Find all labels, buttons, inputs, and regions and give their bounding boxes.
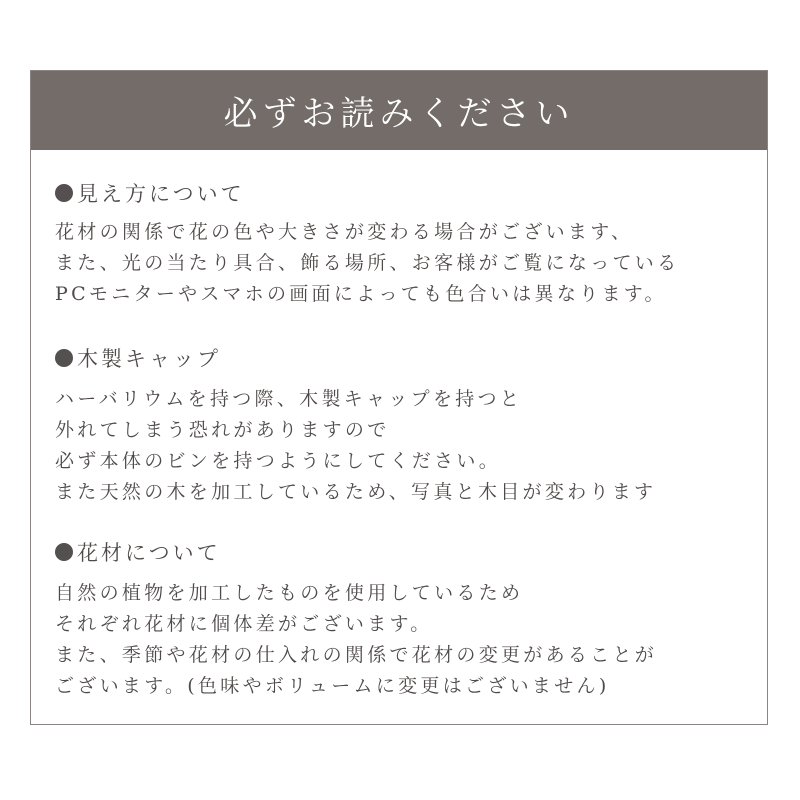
bullet-icon	[55, 543, 73, 561]
section-heading	[55, 537, 755, 567]
body-line: PCモニターやスマホの画面によっても色合いは異なります。	[55, 283, 667, 305]
section-heading	[55, 178, 755, 208]
section-body	[55, 217, 755, 310]
notice-card	[30, 70, 768, 725]
notice-title: 必ずお読みください	[223, 94, 575, 134]
section-wooden-cap	[55, 343, 755, 508]
body-line: 外れてしまう恐れがありますので	[55, 419, 390, 441]
body-line: ハーバリウムを持つ際、木製キャップを持つと	[55, 388, 523, 410]
bullet-icon	[55, 349, 73, 367]
section-heading	[55, 343, 755, 373]
section-body	[55, 578, 755, 702]
body-line: 必ず本体のビンを持つようにしてください。	[55, 450, 502, 472]
body-line: また、季節や花材の仕入れの関係で花材の変更があることが	[55, 644, 658, 666]
section-heading-text: 木製キャップ	[77, 347, 221, 371]
body-line: また、光の当たり具合、飾る場所、お客様がご覧になっている	[55, 252, 680, 274]
body-line: ございます。(色味やボリュームに変更はございません)	[55, 675, 610, 697]
bullet-icon	[55, 184, 73, 202]
section-heading-text: 花材について	[77, 541, 221, 565]
section-heading-text: 見え方について	[77, 182, 245, 206]
section-appearance	[55, 178, 755, 310]
body-line: また天然の木を加工しているため、写真と木目が変わります	[55, 481, 657, 503]
notice-header	[31, 71, 767, 150]
section-body	[55, 384, 755, 508]
body-line: それぞれ花材に個体差がございます。	[55, 613, 433, 635]
section-flower-materials	[55, 537, 755, 702]
body-line: 花材の関係で花の色や大きさが変わる場合がございます、	[55, 221, 634, 243]
body-line: 自然の植物を加工したものを使用しているため	[55, 582, 524, 604]
